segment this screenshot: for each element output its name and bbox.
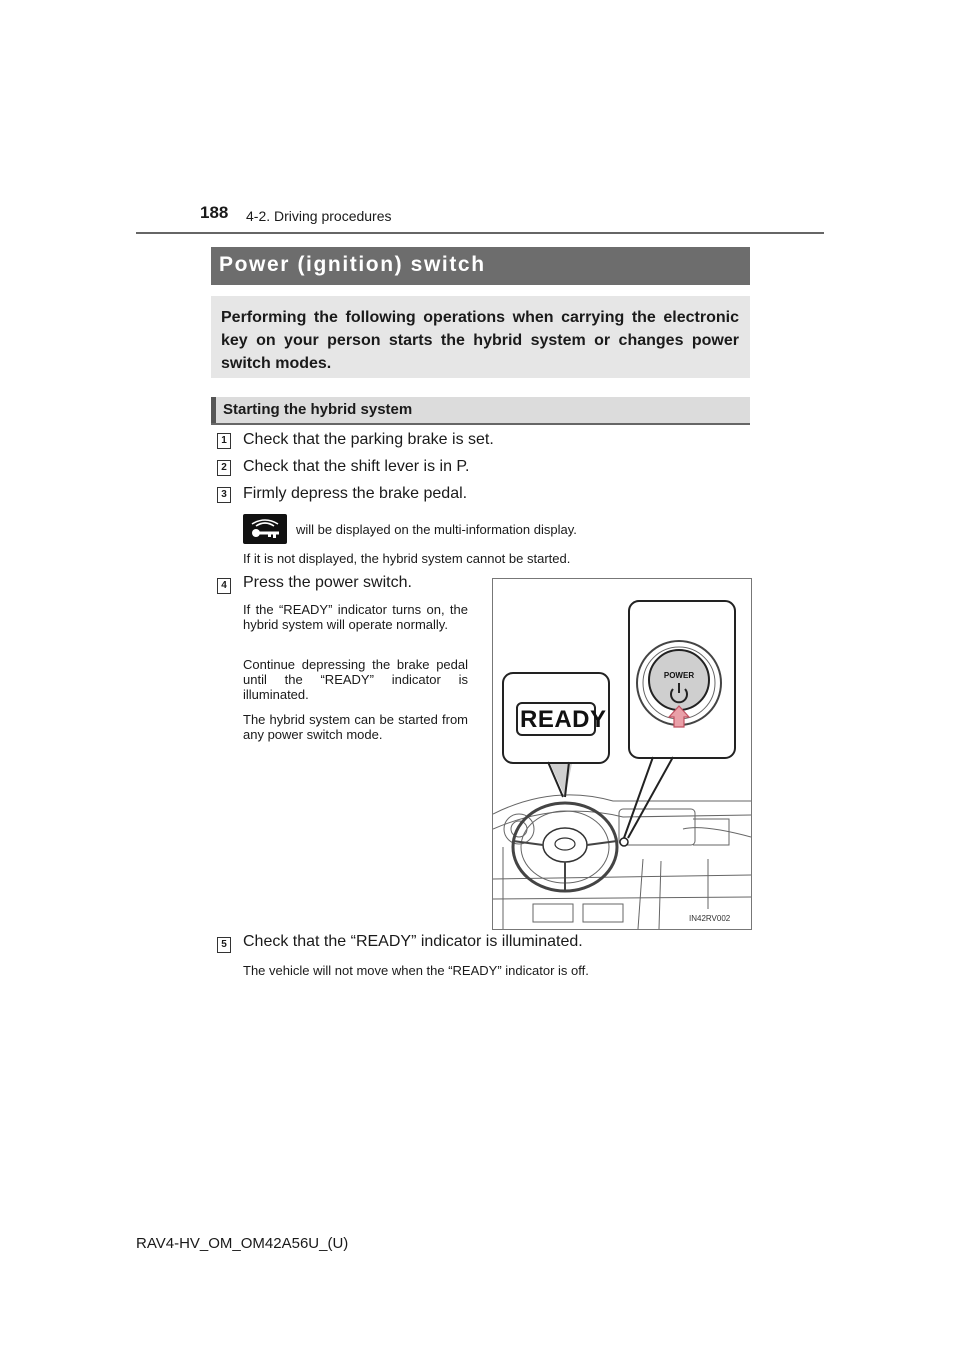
step-number: 5 — [217, 937, 231, 953]
step-text: Check that the shift lever is in P. — [243, 458, 470, 475]
page-number: 188 — [200, 203, 229, 222]
step4-note: Continue depressing the brake pedal until the “READY” indicator is illuminated. — [243, 657, 468, 702]
step-text: Check that the “READY” indicator is illuminated. — [243, 933, 583, 950]
step-text: Firmly depress the brake pedal. — [243, 485, 468, 502]
step-number: 4 — [217, 578, 231, 594]
step-number: 3 — [217, 487, 231, 503]
section-title-bar — [211, 247, 750, 285]
key-indicator-icon — [243, 514, 287, 544]
figure-code: IN42RV002 — [689, 914, 731, 923]
step4-note: If the “READY” indicator turns on, the hybrid system will operate normally. — [243, 602, 468, 632]
step-text: Check that the parking brake is set. — [243, 431, 494, 448]
subheading-bar — [211, 397, 750, 425]
power-button-label: POWER — [663, 671, 695, 680]
intro-box — [211, 296, 750, 378]
step3-note-line1: will be displayed on the multi-information display. — [296, 522, 577, 537]
step-number: 1 — [217, 433, 231, 449]
step3-note-line2: If it is not displayed, the hybrid system cannot be started. — [243, 551, 571, 566]
header-divider — [136, 232, 824, 234]
document-code-footer: RAV4-HV_OM_OM42A56U_(U) — [136, 1235, 349, 1252]
step5-note: The vehicle will not move when the “READY” indicator is off. — [243, 963, 589, 978]
power-switch-illustration — [492, 578, 752, 930]
ready-indicator-label: READY — [520, 706, 607, 733]
intro-text: Performing the following operations when carrying the electronic key on your person starts the hybrid system or changes power switch modes. — [221, 309, 739, 372]
section-reference: 4-2. Driving procedures — [246, 208, 392, 224]
step-number: 2 — [217, 460, 231, 476]
page-title: Power (ignition) switch — [219, 253, 486, 276]
subheading: Starting the hybrid system — [223, 401, 413, 418]
step4-note: The hybrid system can be started from any power switch mode. — [243, 712, 468, 742]
step-text: Press the power switch. — [243, 574, 412, 591]
